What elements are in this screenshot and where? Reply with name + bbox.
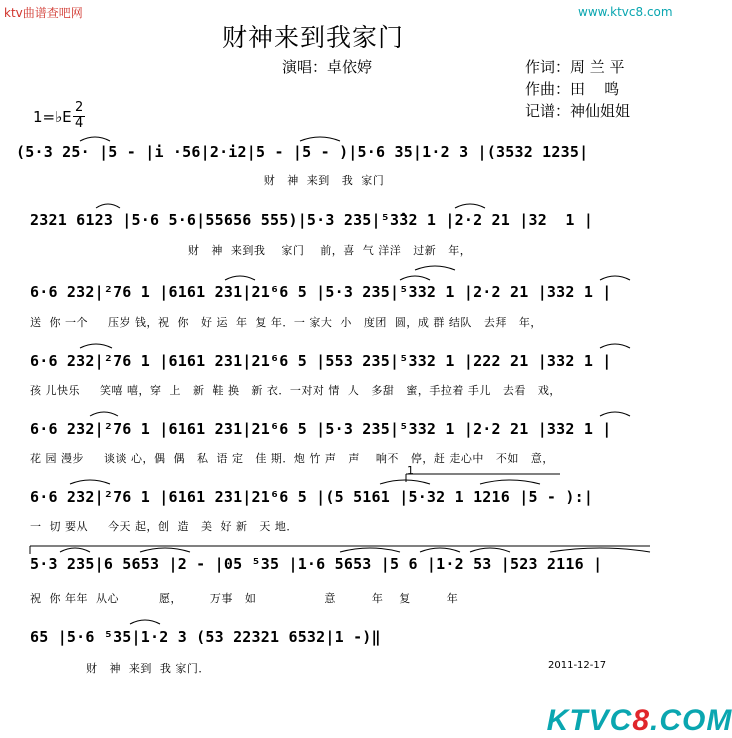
transcriber-credit: 记谱：神仙姐姐 <box>525 102 631 120</box>
watermark-right: www.ktvc8.com <box>578 5 673 19</box>
key-signature: 1=♭E <box>33 108 72 126</box>
score-row-5-lyrics: 花 园 漫步 谈谈 心，偶 偶 私 语 定 佳 期．炮 竹 声 声 响不 停，赶 走心中 不如 意， <box>30 452 554 465</box>
score-row-3-lyrics: 送 你 一个 压岁 钱，祝 你 好 运 年 复 年．一 家大 小 度团 圆，成 群 结队 去拜 年， <box>30 316 542 329</box>
time-signature-bottom: 4 <box>75 116 84 131</box>
logo-text-right: .COM <box>650 704 732 737</box>
transcription-date: 2011-12-17 <box>548 660 607 671</box>
score-row-8-notes: 65 |5·6 ⁵35|1·2 3 (53 22321 6532|1 -)‖ <box>30 628 381 646</box>
volta-ending-number: 1 <box>407 464 414 477</box>
logo-text-left: KTVC <box>546 704 633 737</box>
score-row-4-lyrics: 孩 儿快乐 笑嘻 嘻，穿 上 新 鞋 换 新 衣．一对对 情 人 多甜 蜜，手拉着 手儿 去看 戏， <box>30 384 561 397</box>
watermark-left: ktv曲谱查吧网 <box>4 6 83 20</box>
composer-credit: 作曲：田 鸣 <box>525 80 620 98</box>
score-row-2-lyrics: 财 神 来到我 家门 前，喜 气 洋洋 过新 年， <box>16 244 472 257</box>
score-row-8-lyrics: 财 神 来到 我 家门． <box>30 662 210 675</box>
song-title: 财神来到我家门 <box>222 23 405 52</box>
score-row-1-notes: (5·3 25· |5 - |i ·56|2·i2|5 - |5 - )|5·6 35|1·2 3 |(3532 1235| <box>16 143 589 161</box>
lyricist-credit: 作词：周 兰 平 <box>525 58 625 76</box>
score-row-7-lyrics: 祝 你 年年 从心 愿， 万事 如 意 年 复 年 <box>30 592 459 605</box>
logo-text-mid: 8 <box>632 704 651 737</box>
site-logo <box>528 670 732 738</box>
score-row-3-notes: 6·6 232|²76 1 |6161 231|21⁶6 5 |5·3 235|⁵332 1 |2·2 21 |332 1 | <box>30 283 612 301</box>
singer-credit: 演唱：卓依婷 <box>282 58 373 76</box>
score-row-1-lyrics: 财 神 来到 我 家门 <box>16 174 385 187</box>
time-signature-top: 2 <box>75 100 84 115</box>
score-row-6-lyrics: 一 切 要从 今天 起，创 造 美 好 新 天 地． <box>30 520 298 533</box>
score-row-6-notes: 6·6 232|²76 1 |6161 231|21⁶6 5 |(5 5161 |5·32 1 1216 |5 - ):| <box>30 488 594 506</box>
score-row-2-notes: 2321 6123 |5·6 5·6|55656 555)|5·3 235|⁵3̂32 1 |2·2 21 |32 1 | <box>30 211 594 229</box>
score-row-4-notes: 6·6 232|²76 1 |6161 231|21⁶6 5 |553 235|⁵332 1 |222 21 |332 1 | <box>30 352 612 370</box>
score-row-7-notes: 5·3 235|6 5653 |2 - |05 ⁵35 |1·6 5653 |5 6 |1·2 53 |523 2116 | <box>30 555 603 573</box>
score-row-5-notes: 6·6 232|²76 1 |6161 231|21⁶6 5 |5·3 235|⁵332 1 |2·2 21 |332 1 | <box>30 420 612 438</box>
